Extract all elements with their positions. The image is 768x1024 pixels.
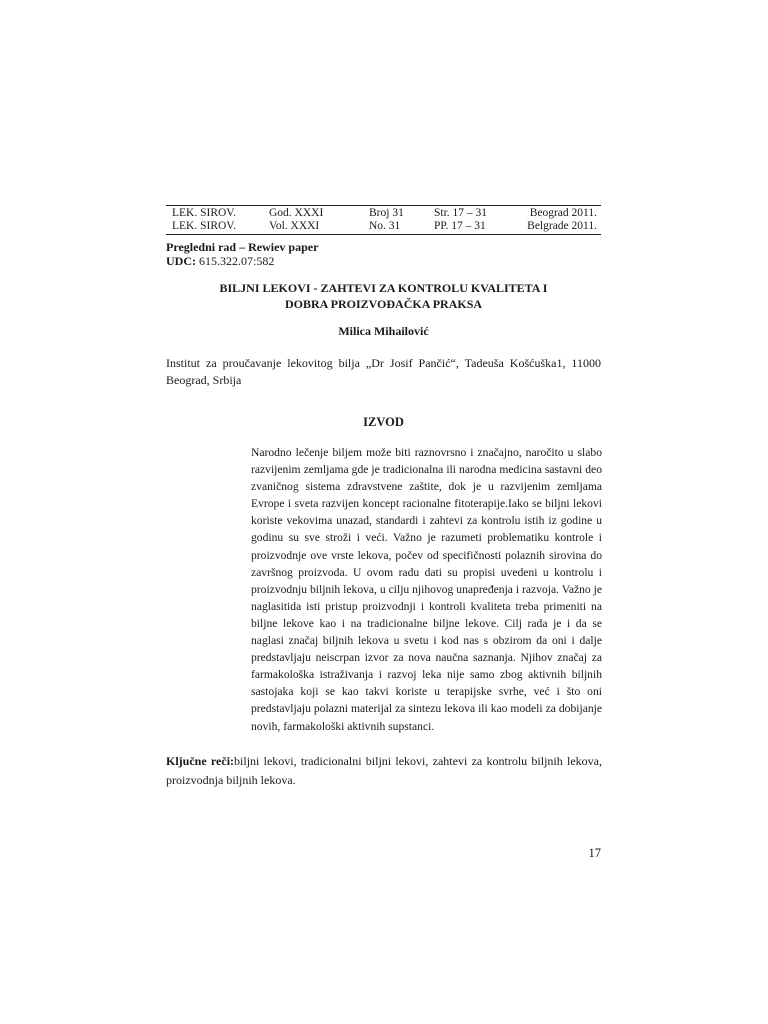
article-type xyxy=(166,240,318,254)
udc-value: 615.322.07:582 xyxy=(196,254,275,268)
author-affiliation: Institut za proučavanje lekovitog bilja „Dr Josif Pančić“, Tadeuša Košćuška1, 11000 Beograd, Srbija xyxy=(166,356,601,387)
article-author: Milica Mihailović xyxy=(338,324,429,338)
masthead-row-serbian xyxy=(166,207,601,220)
masthead-pages: Str. 17 – 31 xyxy=(434,207,488,219)
udc-label: UDC: xyxy=(166,254,196,268)
masthead-place-year: Beograd 2011. xyxy=(529,207,597,219)
masthead-row-english xyxy=(166,220,601,233)
masthead-volume: Vol. XXXI xyxy=(269,220,320,232)
masthead-pages: PP. 17 – 31 xyxy=(434,220,486,232)
article-title xyxy=(166,280,601,312)
udc-classification xyxy=(166,254,274,268)
keywords-label: Ključne reči: xyxy=(166,754,235,768)
page-number: 17 xyxy=(588,846,601,860)
journal-masthead xyxy=(166,205,601,235)
article-title-line-1: BILJNI LEKOVI - ZAHTEVI ZA KONTROLU KVALITETA I xyxy=(219,281,548,295)
abstract-heading: IZVOD xyxy=(363,415,404,429)
article-type-label: Pregledni rad – Rewiev paper xyxy=(166,240,319,254)
masthead-journal: LEK. SIROV. xyxy=(172,207,237,219)
masthead-place-year: Belgrade 2011. xyxy=(527,220,597,232)
article-title-line-2: DOBRA PROIZVOĐAČKA PRAKSA xyxy=(284,297,483,311)
masthead-number: No. 31 xyxy=(369,220,401,232)
masthead-volume: God. XXXI xyxy=(269,207,324,219)
keywords-section xyxy=(166,752,602,790)
masthead-journal: LEK. SIROV. xyxy=(172,220,237,232)
keywords-text: biljni lekovi, tradicionalni biljni lekovi, zahtevi za kontrolu biljnih lekova, proizvodnja biljnih lekova. xyxy=(166,754,602,787)
masthead-number: Broj 31 xyxy=(369,207,404,219)
abstract-body: Narodno lečenje biljem može biti raznovrsno i značajno, naročito u slabo razvijenim zemljama gde je tradicionalna ili narodna medicina sastavni deo zvaničnog sistema zdravstvene zaštite, dok je u razvijenim zemljama Evrope i sveta razvijen koncept racionalne fitoterapije.Iako se biljni lekovi koriste vekovima unazad, standardi i zahtevi za kontrolu istih iz godine u godinu su sve stroži i veći. Važno je razumeti problematiku kontrole i proizvodnje ove vrste lekova, počev od specifičnosti polaznih sirovina do završnog proizvoda. U ovom radu dati su propisi uvedeni u kontrolu i proizvodnju biljnih lekova, u cilju njihovog unapređenja i razvoja. Važno je naglasitida isti pristup proizvodnji i kontroli kvaliteta treba primeniti na biljne lekove kao i na tradicionalne biljne lekove. Cilj rada je i da se naglasi značaj biljnih lekova u svetu i kod nas s obzirom da oni i dalje predstavljaju neiscrpan izvor za nova naučna saznanja. Njihov značaj za farmakološka istraživanja i razvoj leka nije samo zbog aktivnih biljnih sastojaka koji se kao takvi koriste u terapijske svrhe, već i što oni predstavljaju polazni materijal za sintezu lekova ili kao modeli za dobijanje novih, farmakološki aktivnih supstanci. xyxy=(251,446,602,733)
